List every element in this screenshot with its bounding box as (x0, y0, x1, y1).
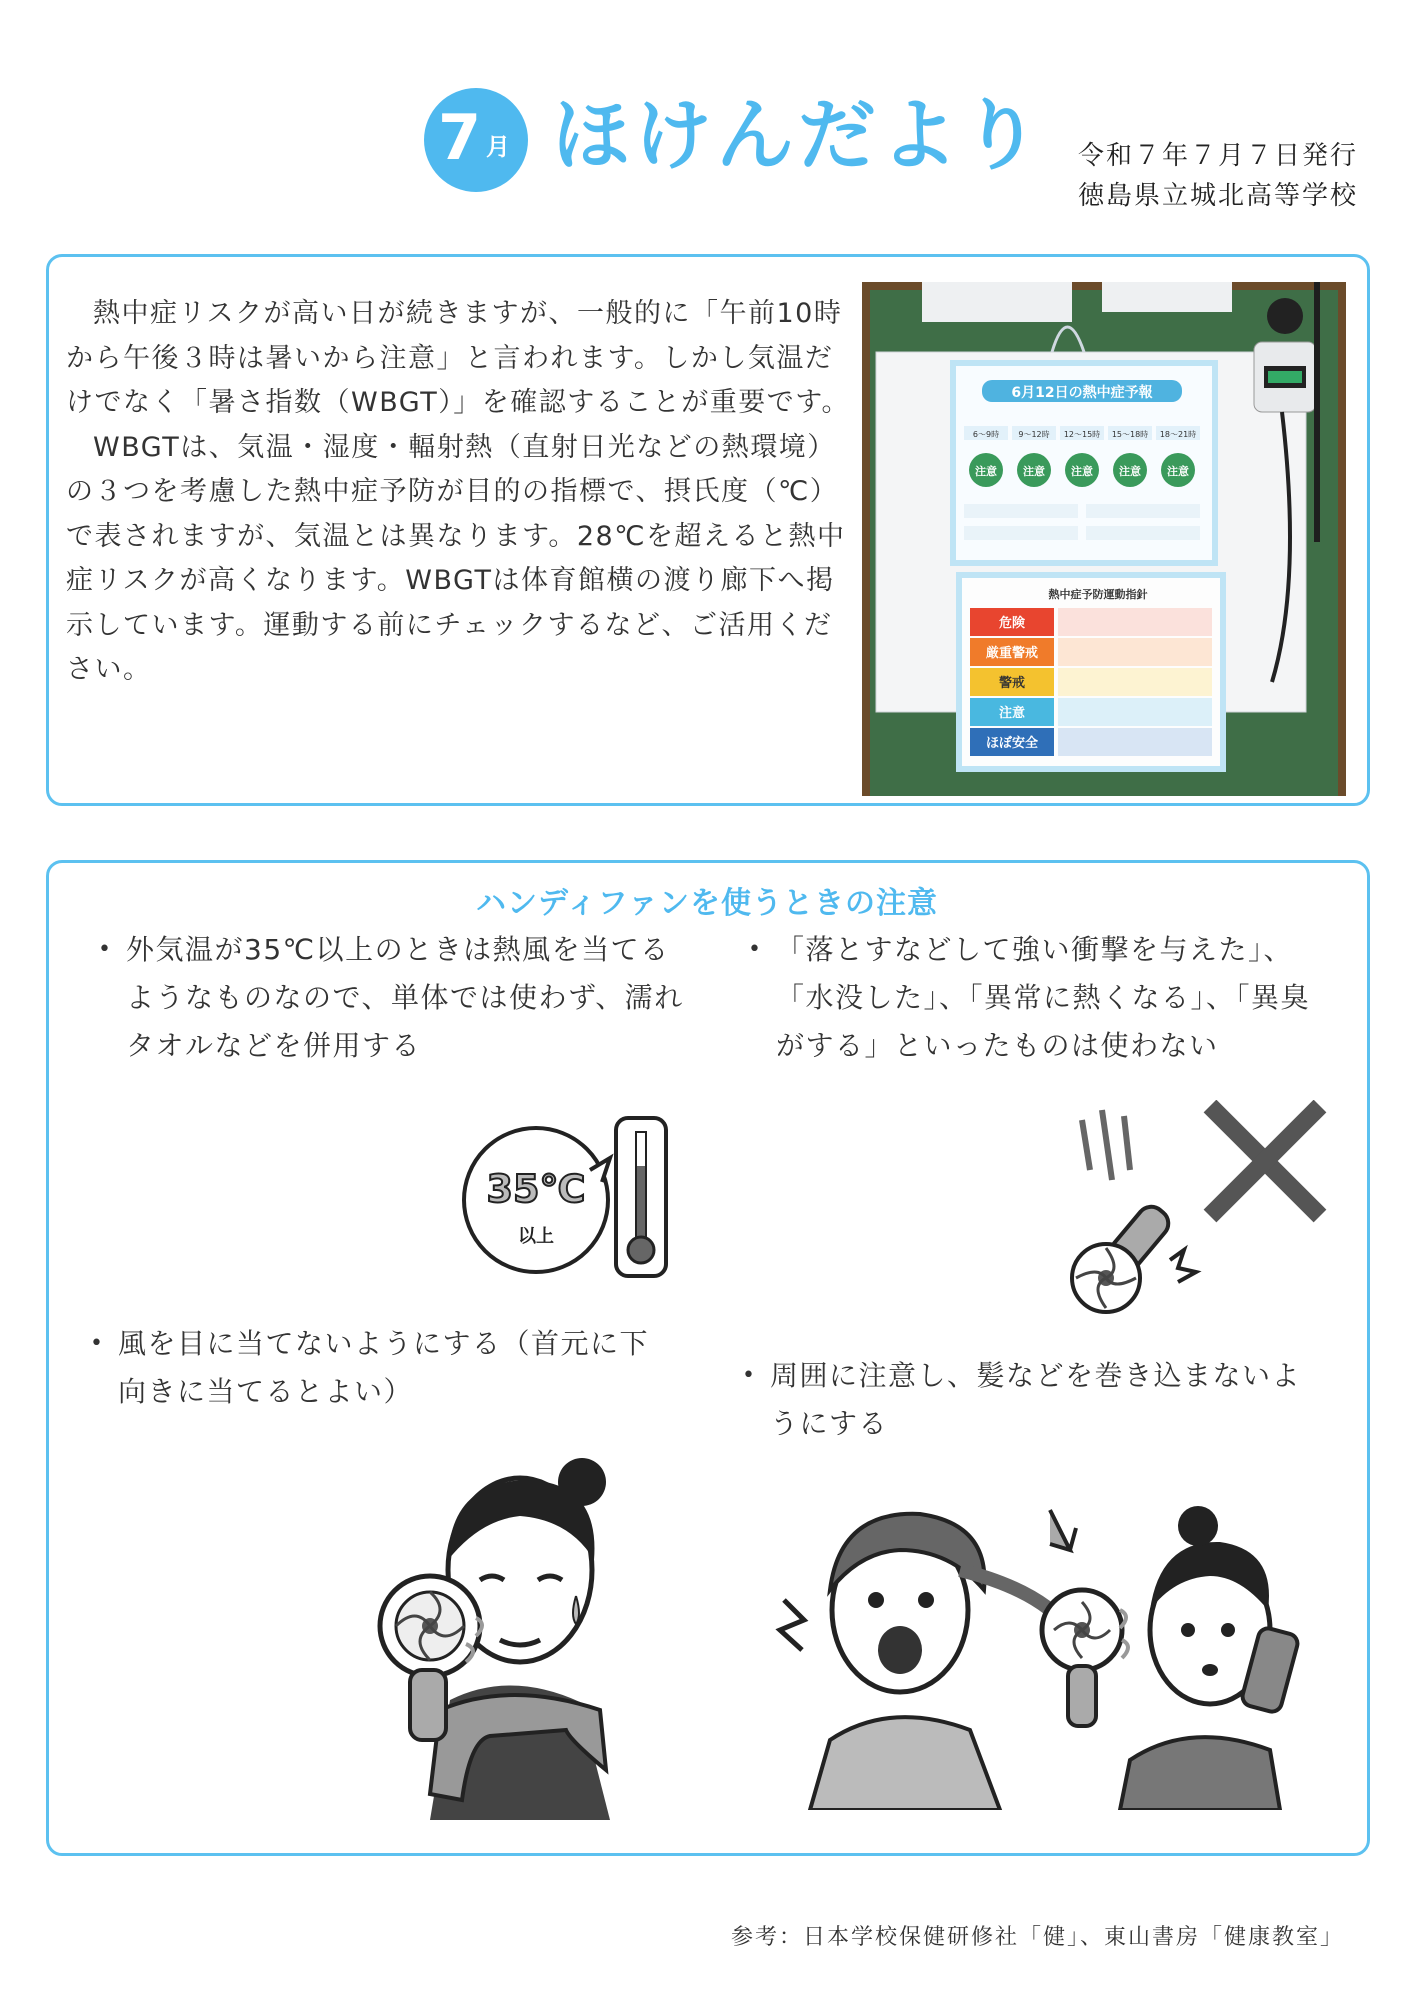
bullet-item: • 外気温が35℃以上のときは熱風を当てるようなものなので、単体では使わず、濡れタオルなどを併用する (126, 926, 686, 1070)
svg-text:注意: 注意 (975, 465, 997, 478)
svg-text:ほぼ安全: ほぼ安全 (985, 736, 1039, 751)
reference-note: 参考：日本学校保健研修社「健」、東山書房「健康教室」 (730, 1925, 1344, 1950)
time-label: 9～12時 (1018, 430, 1050, 439)
issue-date: 令和７年７月７日発行 (1078, 141, 1359, 171)
intro-text (66, 292, 856, 693)
temp-sub-label: 以上 (518, 1226, 554, 1247)
bullet-dot: • (742, 1363, 757, 1388)
time-label: 18～21時 (1159, 430, 1197, 439)
dropped-fan-illustration (1060, 1100, 1340, 1320)
month-number: 7 (438, 101, 482, 174)
intro-paragraph: 熱中症リスクが高い日が続きますが、一般的に「午前10時から午後３時は暑いから注意」と言われます。しかし気温だけでなく「暑さ指数（WBGT）」を確認することが重要です。 (66, 298, 851, 418)
bullet-dot: • (748, 937, 763, 962)
time-label: 12～15時 (1063, 430, 1101, 439)
index-title: 熱中症予防運動指針 (1048, 588, 1148, 601)
svg-text:注意: 注意 (1167, 465, 1189, 478)
intro-paragraph: WBGTは、気温・湿度・輻射熱（直射日光などの熱環境）の３つを考慮した熱中症予防が目的の指標で、摂氏度（℃）で表されますが、気温とは異なります。28℃を超えると熱中症リスクが高くなります。WBGTは体育館横の渡り廊下へ掲示しています。運動する前にチェックするなど、ご活用ください。 (66, 431, 846, 685)
school-name: 徳島県立城北高等学校 (1078, 181, 1359, 211)
svg-text:注意: 注意 (998, 706, 1026, 721)
bullet-item: • 「落とすなどして強い衝撃を与えた」、「水没した」、「異常に熱くなる」、「異臭がする」といったものは使わない (776, 926, 1336, 1070)
hair-caught-illustration (770, 1480, 1330, 1810)
forecast-title: 6月12日の熱中症予報 (1011, 385, 1153, 401)
bullet-dot: • (90, 1331, 105, 1356)
temp-label: 35℃ (486, 1167, 586, 1211)
time-label: 15～18時 (1111, 430, 1149, 439)
bullet-item: • 風を目に当てないようにする（首元に下向きに当てるとよい） (118, 1320, 678, 1416)
svg-text:注意: 注意 (1023, 465, 1045, 478)
woman-towel-fan-illustration (370, 1440, 660, 1820)
wbgt-levels (970, 608, 1212, 756)
section-title: ハンディファンを使うときの注意 (476, 886, 938, 921)
bullet-dot: • (98, 937, 113, 962)
issue-meta (1078, 136, 1358, 216)
svg-text:注意: 注意 (1071, 465, 1093, 478)
svg-text:危険: 危険 (998, 616, 1026, 631)
bullet-item: • 周囲に注意し、髪などを巻き込まないようにする (770, 1352, 1320, 1448)
time-label: 6～9時 (972, 430, 1000, 439)
forecast-times (964, 426, 1200, 440)
month-suffix: 月 (486, 133, 510, 161)
svg-text:警戒: 警戒 (998, 676, 1026, 691)
thermometer-illustration (460, 1110, 690, 1290)
svg-text:注意: 注意 (1119, 465, 1141, 478)
wbgt-board-photo (862, 282, 1346, 796)
month-badge (424, 88, 528, 192)
svg-text:厳重警戒: 厳重警戒 (985, 646, 1039, 661)
page-title: ほけんだより (552, 91, 1045, 181)
